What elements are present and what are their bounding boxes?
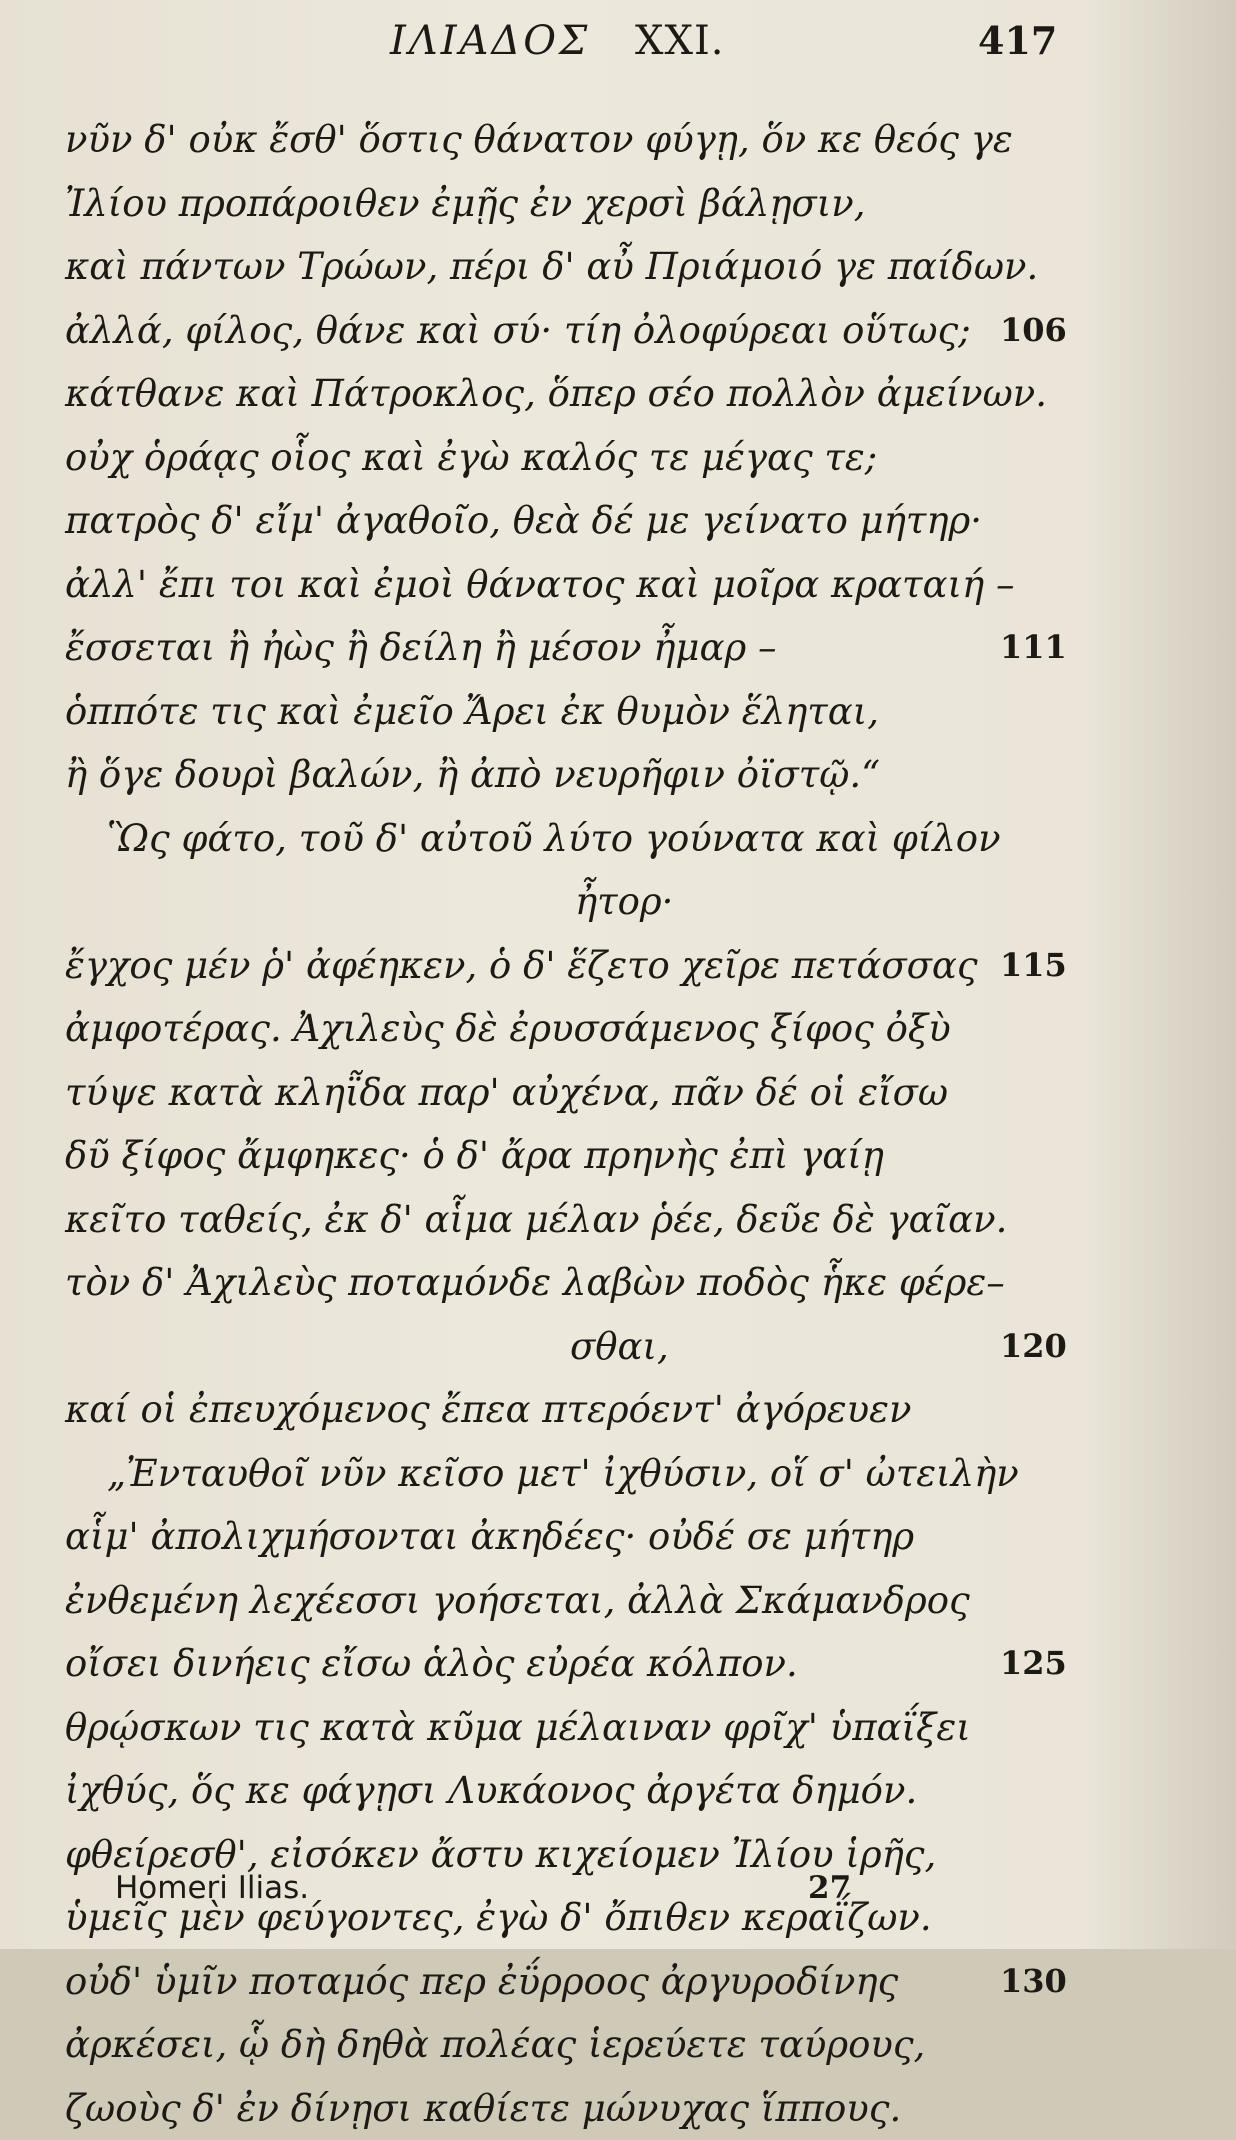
line-number: 106 bbox=[1000, 299, 1067, 363]
verse-text: ἦτορ· bbox=[575, 870, 673, 934]
verse-line bbox=[65, 1061, 1065, 1125]
verse-line bbox=[65, 1378, 1065, 1442]
running-head-book: XXI. bbox=[635, 18, 724, 64]
verse-text: καί οἱ ἐπευχόμενος ἔπεα πτερόεντ' ἀγόρευεν bbox=[65, 1378, 911, 1442]
verse-text: οἴσει δινήεις εἴσω ἁλὸς εὐρέα κόλπον. bbox=[65, 1632, 798, 1696]
verse-line bbox=[65, 1950, 1065, 2014]
verse-line bbox=[65, 1632, 1065, 1696]
verse-line bbox=[65, 2013, 1065, 2077]
verse-text: ἔσσεται ἢ ἠὼς ἢ δείλη ἢ μέσον ἦμαρ – bbox=[65, 616, 776, 680]
verse-text: ἢ ὅγε δουρὶ βαλών, ἢ ἀπὸ νευρῆφιν ὀϊστῷ.“ bbox=[65, 743, 880, 807]
verse-line bbox=[65, 489, 1065, 553]
verse-line bbox=[65, 1505, 1065, 1569]
verse-block bbox=[65, 108, 1065, 2140]
verse-text: ὁππότε τις καὶ ἐμεῖο Ἄρει ἐκ θυμὸν ἕληται, bbox=[65, 680, 879, 744]
verse-line bbox=[65, 680, 1065, 744]
verse-line bbox=[65, 1124, 1065, 1188]
verse-text: ἀμφοτέρας. Ἀχιλεὺς δὲ ἐρυσσάμενος ξίφος ὀξὺ bbox=[65, 997, 951, 1061]
verse-line bbox=[65, 1696, 1065, 1760]
verse-text: Ἰλίου προπάροιθεν ἐμῇς ἐν χερσὶ βάλῃσιν, bbox=[65, 172, 866, 236]
verse-text: οὐχ ὁράᾳς οἷος καὶ ἐγὼ καλός τε μέγας τε; bbox=[65, 426, 877, 490]
verse-text: ἰχθύς, ὅς κε φάγῃσι Λυκάονος ἀργέτα δημόν. bbox=[65, 1759, 917, 1823]
verse-text: νῦν δ' οὐκ ἔσθ' ὅστις θάνατον φύγῃ, ὅν κε θεός γε bbox=[65, 108, 1013, 172]
verse-line bbox=[65, 1759, 1065, 1823]
footer-sheet-number: 27 bbox=[808, 1870, 851, 1906]
verse-text: κεῖτο ταθείς, ἐκ δ' αἷμα μέλαν ῥέε, δεῦε δὲ γαῖαν. bbox=[65, 1188, 1007, 1252]
page-number: 417 bbox=[978, 18, 1057, 63]
line-number: 115 bbox=[1000, 934, 1067, 998]
verse-line bbox=[65, 1315, 1065, 1379]
verse-text: ἐνθεμένη λεχέεσσι γοήσεται, ἀλλὰ Σκάμανδρος bbox=[65, 1569, 970, 1633]
verse-line bbox=[65, 1251, 1065, 1315]
spine-shadow bbox=[1086, 0, 1236, 1949]
verse-line bbox=[65, 235, 1065, 299]
running-head-title: ΙΛΙΑΔΟΣ bbox=[390, 18, 590, 64]
verse-text: ζωοὺς δ' ἐν δίνῃσι καθίετε μώνυχας ἵππους. bbox=[65, 2077, 901, 2140]
verse-text: Ὣς φάτο, τοῦ δ' αὐτοῦ λύτο γούνατα καὶ φίλον bbox=[107, 807, 1001, 871]
verse-line bbox=[65, 426, 1065, 490]
verse-line bbox=[65, 299, 1065, 363]
line-number: 120 bbox=[1000, 1315, 1067, 1379]
verse-text: αἷμ' ἀπολιχμήσονται ἀκηδέες· οὐδέ σε μήτηρ bbox=[65, 1505, 914, 1569]
verse-text: τύψε κατὰ κληῗδα παρ' αὐχένα, πᾶν δέ οἱ εἴσω bbox=[65, 1061, 948, 1125]
verse-text: φθείρεσθ', εἰσόκεν ἄστυ κιχείομεν Ἰλίου ἱρῆς, bbox=[65, 1823, 936, 1887]
verse-text: ἔγχος μέν ῥ' ἀφέηκεν, ὁ δ' ἕζετο χεῖρε πετάσσας bbox=[65, 934, 978, 998]
verse-text: ἀλλ' ἔπι τοι καὶ ἐμοὶ θάνατος καὶ μοῖρα κραταιή – bbox=[65, 553, 1014, 617]
verse-text: τὸν δ' Ἀχιλεὺς ποταμόνδε λαβὼν ποδὸς ἧκε φέρε– bbox=[65, 1251, 1005, 1315]
verse-text: κάτθανε καὶ Πάτροκλος, ὅπερ σέο πολλὸν ἀμείνων. bbox=[65, 362, 1047, 426]
verse-line bbox=[65, 870, 1065, 934]
verse-text: ἀρκέσει, ᾧ δὴ δηθὰ πολέας ἱερεύετε ταύρους, bbox=[65, 2013, 925, 2077]
verse-line bbox=[65, 743, 1065, 807]
verse-text: καὶ πάντων Τρώων, πέρι δ' αὖ Πριάμοιό γε παίδων. bbox=[65, 235, 1038, 299]
verse-text: ὑμεῖς μὲν φεύγοντες, ἐγὼ δ' ὄπιθεν κεραΐζων. bbox=[65, 1886, 932, 1950]
footer-signature: Homeri Ilias. bbox=[115, 1870, 309, 1906]
verse-line bbox=[65, 1442, 1065, 1506]
verse-line bbox=[65, 108, 1065, 172]
verse-line bbox=[65, 1188, 1065, 1252]
page-footer bbox=[0, 1870, 1236, 1920]
running-head bbox=[0, 18, 1236, 78]
verse-text: ἀλλά, φίλος, θάνε καὶ σύ· τίη ὀλοφύρεαι οὕτως; bbox=[65, 299, 971, 363]
line-number: 130 bbox=[1000, 1950, 1067, 2014]
verse-line bbox=[65, 2077, 1065, 2140]
verse-line bbox=[65, 553, 1065, 617]
verse-text: πατρὸς δ' εἴμ' ἀγαθοῖο, θεὰ δέ με γείνατο μήτηρ· bbox=[65, 489, 982, 553]
verse-line bbox=[65, 997, 1065, 1061]
verse-text: θρῴσκων τις κατὰ κῦμα μέλαιναν φρῖχ' ὑπαΐξει bbox=[65, 1696, 971, 1760]
verse-line bbox=[65, 1569, 1065, 1633]
line-number: 125 bbox=[1000, 1632, 1067, 1696]
verse-line bbox=[65, 616, 1065, 680]
verse-text: οὐδ' ὑμῖν ποταμός περ ἐΰρροος ἀργυροδίνης bbox=[65, 1950, 898, 2014]
verse-line bbox=[65, 934, 1065, 998]
verse-line bbox=[65, 172, 1065, 236]
line-number: 111 bbox=[1000, 616, 1067, 680]
verse-line bbox=[65, 362, 1065, 426]
verse-text: δῦ ξίφος ἄμφηκες· ὁ δ' ἄρα πρηνὴς ἐπὶ γαίῃ bbox=[65, 1124, 884, 1188]
verse-text: σθαι, bbox=[570, 1315, 669, 1379]
verse-line bbox=[65, 807, 1065, 871]
verse-text: „Ἐνταυθοῖ νῦν κεῖσο μετ' ἰχθύσιν, οἵ σ' ὠτειλὴν bbox=[107, 1442, 1019, 1506]
